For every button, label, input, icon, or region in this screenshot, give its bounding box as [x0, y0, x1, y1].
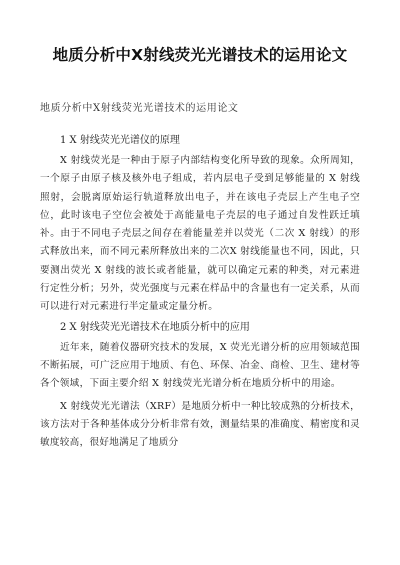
- section-2-paragraph-1: 近年来，随着仪器研究技术的发展，X 荧光光谱分析的应用领域范围不断拓展，可广泛应用于地质、有色、环保、冶金、商检、卫生、建材等各个领域，下面主要介绍 X 射线荧光光谱分析在地质分析中的用途。: [40, 341, 360, 390]
- section-2-paragraph-2: X 射线荧光光谱法（XRF）是地质分析中一种比较成熟的分析技术，该方法对于各种基体成分分析非常有效，测量结果的准确度、精密度和灵敏度较高，很好地满足了地质分: [40, 400, 360, 449]
- document-title: 地质分析中X射线荧光光谱技术的运用论文: [52, 46, 348, 64]
- document-subtitle: 地质分析中X射线荧光光谱技术的运用论文: [40, 103, 239, 114]
- section-2-heading: 2 X 射线荧光光谱技术在地质分析中的应用: [60, 321, 250, 333]
- section-1-paragraph: X 射线荧光是一种由于原子内部结构变化所导致的现象。众所周知，一个原子由原子核及核外电子组成，若内层电子受到足够能量的 X 射线照射，会脱离原始运行轨道释放出电子，并在该电子壳层上产生电子空位，此时该电子空位会被处于高能量电子壳层的电子通过自发性跃迁填补。由于不同电子壳层之间存在着能量差并以荧光（二次 X 射线）的形式释放出来，而不同元素所释放出来的二次X 射线能量也不同，因此，只要测出荧光 X 射线的波长或者能量，就可以确定元素的种类，对元素进行定性分析；另外，荧光强度与元素在样品中的含量也有一定关系，从而可以进行对元素进行半定量或定量分析。: [40, 155, 360, 313]
- section-1-heading: 1 X 射线荧光光谱仪的原理: [60, 135, 180, 146]
